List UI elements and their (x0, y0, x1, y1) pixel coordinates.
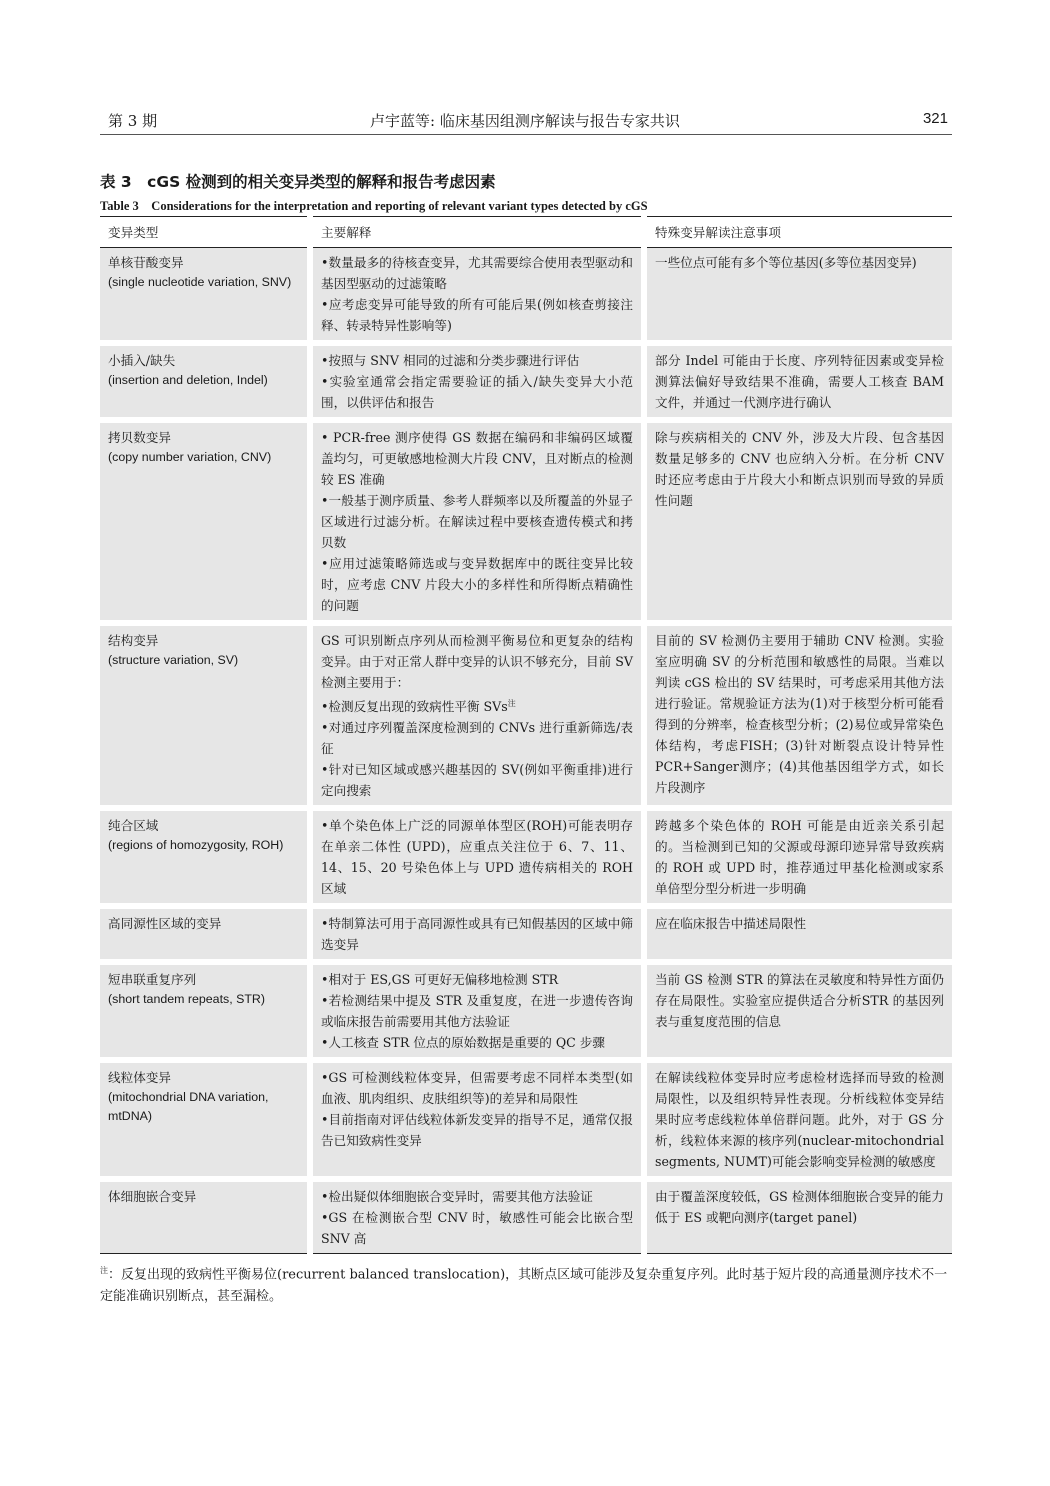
variant-type-zh: 结构变异 (108, 633, 159, 648)
main-interpretation-item (321, 294, 633, 336)
table-row (100, 1179, 952, 1254)
variant-type-zh: 体细胞嵌合变异 (108, 1189, 197, 1205)
main-interpretation-item (321, 717, 633, 759)
main-interpretation-text: •单个染色体上广泛的同源单体型区(ROH)可能表明存在单亲二体性 (UPD)，应重点关注位于 6、7、11、14、15、20 号染色体上与 UPD 遗传病相关的 ROH 区域 (321, 818, 633, 897)
running-header (100, 108, 952, 135)
main-interpretation-text: •按照与 SNV 相同的过滤和分类步骤进行评估 (321, 353, 580, 368)
issue-label: 第 3 期 (108, 112, 158, 130)
variant-type-en: (copy number variation, CNV) (108, 450, 272, 464)
main-interpretation-text: •GS 可检测线粒体变异，但需要考虑不同样本类型(如血液、肌肉组织、皮肤组织等)的差异和局限性 (321, 1070, 633, 1107)
main-interpretation-text: •一般基于测序质量、参考人群频率以及所覆盖的外显子区域进行过滤分析。在解读过程中要核查遗传模式和拷贝数 (321, 493, 633, 550)
cell-main-interpretation (310, 906, 644, 962)
main-interpretation-text: •特制算法可用于高同源性或具有已知假基因的区域中筛选变异 (321, 916, 633, 953)
cell-variant-type (100, 1060, 310, 1179)
main-interpretation-item (321, 1109, 633, 1151)
variant-type-en: (mitochondrial DNA variation, mtDNA) (108, 1090, 269, 1124)
variant-type-zh: 高同源性区域的变异 (108, 916, 222, 932)
table-row (100, 808, 952, 906)
special-note-text: 跨越多个染色体的 ROH 可能是由近亲关系引起的。当检测到已知的父源或母源印迹异常导致疾病的 ROH 或 UPD 时，推荐通过甲基化检测或家系单倍型分型分析进一步明确 (655, 818, 944, 897)
special-note-text: 在解读线粒体变异时应考虑检材选择而导致的检测局限性，以及组织特异性表现。分析线粒体变异结果时应考虑线粒体单倍群问题。此外，对于 GS 分析，线粒体来源的核序列(nuclear-mitochondrial segments, NUMT)可能会影响变异检测的敏感度 (655, 1070, 944, 1170)
table-row (100, 623, 952, 808)
cell-special-notes (644, 248, 952, 344)
footnote-mark: 注 (100, 1266, 108, 1275)
variant-type-en: (insertion and deletion, Indel) (108, 373, 268, 387)
main-interpretation-text: •数量最多的待核查变异，尤其需要综合使用表型驱动和基因型驱动的过滤策略 (321, 255, 633, 291)
cell-main-interpretation (310, 1179, 644, 1254)
main-interpretation-item (321, 427, 633, 490)
cell-variant-type (100, 1179, 310, 1254)
table-row (100, 1060, 952, 1179)
main-interpretation-item (321, 252, 633, 294)
special-note-text: 目前的 SV 检测仍主要用于辅助 CNV 检测。实验室应明确 SV 的分析范围和敏感性的局限。当难以判读 cGS 检出的 SV 结果时，可考虑采用其他方法进行验证。常规验证方法为(1)对于核型分析可能看得到的分辨率，检查核型分析；(2)易位或异常染色体结构，考虑FISH；(3)针对断裂点设计特异性 PCR+Sanger测序；(4)其他基因组学方式，如长片段测序 (655, 633, 944, 795)
main-interpretation-item (321, 553, 633, 616)
note-mark: 注 (507, 699, 516, 708)
cell-special-notes (644, 343, 952, 420)
main-interpretation-item (321, 759, 633, 801)
table-header-row (100, 217, 952, 248)
variant-type-zh: 线粒体变异 (108, 1070, 171, 1086)
cell-main-interpretation (310, 248, 644, 344)
cell-special-notes (644, 962, 952, 1060)
main-interpretation-text: •检测反复出现的致病性平衡 SVs (321, 699, 508, 715)
cell-main-interpretation (310, 1060, 644, 1179)
main-interpretation-item (321, 693, 633, 717)
main-interpretation-item (321, 371, 633, 413)
cell-special-notes (644, 1060, 952, 1179)
main-interpretation-item (321, 490, 633, 553)
cell-special-notes (644, 906, 952, 962)
variant-type-en: (single nucleotide variation, SNV) (108, 275, 292, 289)
variant-type-en: (regions of homozygosity, ROH) (108, 838, 284, 853)
main-interpretation-text: • PCR-free 测序使得 GS 数据在编码和非编码区域覆盖均匀，可更敏感地检测大片段 CNV，且对断点的检测较 ES 准确 (321, 430, 633, 487)
variant-table (100, 216, 952, 1254)
special-note-text: 除与疾病相关的 CNV 外，涉及大片段、包含基因数量足够多的 CNV 也应纳入分析。在分析 CNV 时还应考虑由于片段大小和断点识别而导致的异质性问题 (655, 430, 944, 508)
cell-main-interpretation (310, 808, 644, 906)
cell-variant-type (100, 248, 310, 344)
main-interpretation-item (321, 815, 633, 899)
table-row (100, 962, 952, 1060)
main-interpretation-text: •实验室通常会指定需要验证的插入/缺失变异大小范围，以供评估和报告 (321, 374, 633, 410)
cell-variant-type (100, 962, 310, 1060)
main-interpretation-text: GS 可识别断点序列从而检测平衡易位和更复杂的结构变异。由于对正常人群中变异的认识不够充分，目前 SV 检测主要用于： (321, 633, 633, 690)
variant-type-zh: 拷贝数变异 (108, 430, 171, 445)
column-header-main: 主要解释 (310, 217, 644, 248)
cell-main-interpretation (310, 343, 644, 420)
main-interpretation-text: •对通过序列覆盖深度检测到的 CNVs 进行重新筛选/表征 (321, 720, 633, 757)
main-interpretation-item (321, 990, 633, 1032)
cell-variant-type (100, 420, 310, 623)
column-header-type: 变异类型 (100, 217, 310, 248)
column-header-special: 特殊变异解读注意事项 (644, 217, 952, 248)
main-interpretation-text: •人工核查 STR 位点的原始数据是重要的 QC 步骤 (321, 1035, 606, 1051)
variant-type-zh: 单核苷酸变异 (108, 255, 184, 270)
cell-special-notes (644, 420, 952, 623)
main-interpretation-text: •相对于 ES,GS 可更好无偏移地检测 STR (321, 972, 559, 988)
table-body (100, 248, 952, 1254)
variant-type-en: (structure variation, SV) (108, 653, 239, 667)
special-note-text: 当前 GS 检测 STR 的算法在灵敏度和特异性方面仍存在局限性。实验室应提供适合分析STR 的基因列表与重复度范围的信息 (655, 972, 944, 1030)
variant-type-zh: 小插入/缺失 (108, 353, 176, 368)
cell-variant-type (100, 906, 310, 962)
main-interpretation-item (321, 913, 633, 955)
main-interpretation-item (321, 1186, 633, 1207)
main-interpretation-text: •应考虑变异可能导致的所有可能后果(例如核查剪接注释、转录特异性影响等) (321, 297, 633, 333)
main-interpretation-item (321, 1032, 633, 1053)
main-interpretation-item (321, 350, 633, 371)
main-interpretation-text: •应用过滤策略筛选或与变异数据库中的既往变异比较时，应考虑 CNV 片段大小的多样性和所得断点精确性的问题 (321, 556, 633, 613)
cell-special-notes (644, 623, 952, 808)
main-interpretation-text: •若检测结果中提及 STR 及重复度，在进一步遗传咨询或临床报告前需要用其他方法验证 (321, 993, 633, 1030)
variant-type-zh: 纯合区域 (108, 818, 159, 834)
table-row (100, 420, 952, 623)
main-interpretation-text: •目前指南对评估线粒体新发变异的指导不足，通常仅报告已知致病性变异 (321, 1112, 633, 1149)
running-title: 卢宇蓝等: 临床基因组测序解读与报告专家共识 (370, 112, 680, 130)
cell-special-notes (644, 1179, 952, 1254)
table-row (100, 248, 952, 344)
cell-main-interpretation (310, 962, 644, 1060)
table-footnote (100, 1260, 952, 1308)
main-interpretation-item (321, 1067, 633, 1109)
table-title-zh: 表 3 cGS 检测到的相关变异类型的解释和报告考虑因素 (100, 173, 496, 191)
table-row (100, 906, 952, 962)
cell-variant-type (100, 623, 310, 808)
special-note-text: 一些位点可能有多个等位基因(多等位基因变异) (655, 255, 917, 270)
cell-variant-type (100, 343, 310, 420)
table-title-en: Table 3 Considerations for the interpretation and reporting of relevant variant types detected by cGS (100, 199, 648, 213)
table-row (100, 343, 952, 420)
cell-variant-type (100, 808, 310, 906)
variant-type-zh: 短串联重复序列 (108, 972, 197, 988)
main-interpretation-text: •针对已知区域或感兴趣基因的 SV(例如平衡重排)进行定向搜索 (321, 762, 633, 799)
main-interpretation-text: •检出疑似体细胞嵌合变异时，需要其他方法验证 (321, 1189, 593, 1205)
main-interpretation-item (321, 630, 633, 693)
page-number: 321 (922, 110, 948, 127)
cell-main-interpretation (310, 623, 644, 808)
special-note-text: 由于覆盖深度较低，GS 检测体细胞嵌合变异的能力低于 ES 或靶向测序(target panel) (655, 1189, 944, 1226)
footnote-text: ：反复出现的致病性平衡易位(recurrent balanced translocation)，其断点区域可能涉及复杂重复序列。此时基于短片段的高通量测序技术不一定能准确识别断点，甚至漏检。 (100, 1267, 948, 1305)
main-interpretation-text: •GS 在检测嵌合型 CNV 时，敏感性可能会比嵌合型 SNV 高 (321, 1210, 633, 1247)
cell-main-interpretation (310, 420, 644, 623)
variant-type-en: (short tandem repeats, STR) (108, 992, 266, 1007)
main-interpretation-item (321, 969, 633, 990)
main-interpretation-item (321, 1207, 633, 1249)
cell-special-notes (644, 808, 952, 906)
special-note-text: 部分 Indel 可能由于长度、序列特征因素或变异检测算法偏好导致结果不准确，需要人工核查 BAM 文件，并通过一代测序进行确认 (655, 353, 944, 410)
special-note-text: 应在临床报告中描述局限性 (655, 916, 807, 932)
